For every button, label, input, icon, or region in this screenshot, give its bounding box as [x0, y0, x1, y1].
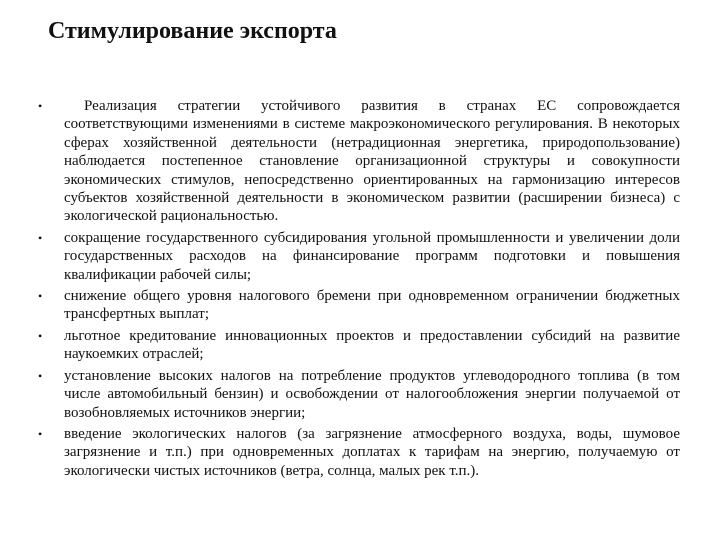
bullet-text: Реализация стратегии устойчивого развития в странах ЕС сопровождается соответствующими изменениями в системе макроэкономического регулирования. В некоторых сферах хозяйственной деятельности (нетрадиционная энергетика, природопользование) наблюдается постепенное становление организационной структуры и совокупности экономических стимулов, непосредственно ориентированных на гармонизацию интересов субъектов хозяйственной деятельности в экономическом развитии (расширении бизнеса) с экологической рациональностью.	[64, 98, 680, 225]
bullet-text: введение экологических налогов (за загрязнение атмосферного воздуха, воды, шумовое загрязнение и т.п.) при одновременных доплатах к тарифам на энергию, получаемую от экологически чистых источников (ветра, солнца, малых рек т.п.).	[64, 425, 680, 479]
bullet-icon: •	[38, 230, 43, 245]
bullet-icon: •	[38, 426, 43, 441]
bullet-icon: •	[38, 289, 43, 304]
bullet-item-2	[38, 229, 680, 284]
bullet-item-4	[38, 327, 680, 364]
bullet-item-3	[38, 287, 680, 324]
bullet-icon: •	[38, 368, 43, 383]
bullet-text: установление высоких налогов на потребление продуктов углеводородного топлива (в том числе автомобильный бензин) и освобождении от налогообложения энергии получаемой от возобновляемых источников энергии;	[64, 367, 680, 421]
bullet-item-1	[38, 97, 680, 226]
bullet-item-6	[38, 425, 680, 480]
bullet-list	[38, 97, 680, 483]
bullet-text: снижение общего уровня налогового бремени при одновременном ограничении бюджетных трансфертных выплат;	[64, 288, 680, 323]
bullet-icon: •	[38, 328, 43, 343]
bullet-icon: •	[38, 99, 43, 113]
bullet-text: льготное кредитование инновационных проектов и предоставлении субсидий на развитие наукоемких отраслей;	[64, 327, 680, 363]
slide-title: Стимулирование экспорта	[48, 18, 337, 44]
bullet-text: сокращение государственного субсидирования угольной промышленности и увеличении доли государственных расходов на финансирование программ подготовки и повышения квалификации рабочей силы;	[64, 229, 680, 283]
bullet-item-5	[38, 367, 680, 422]
